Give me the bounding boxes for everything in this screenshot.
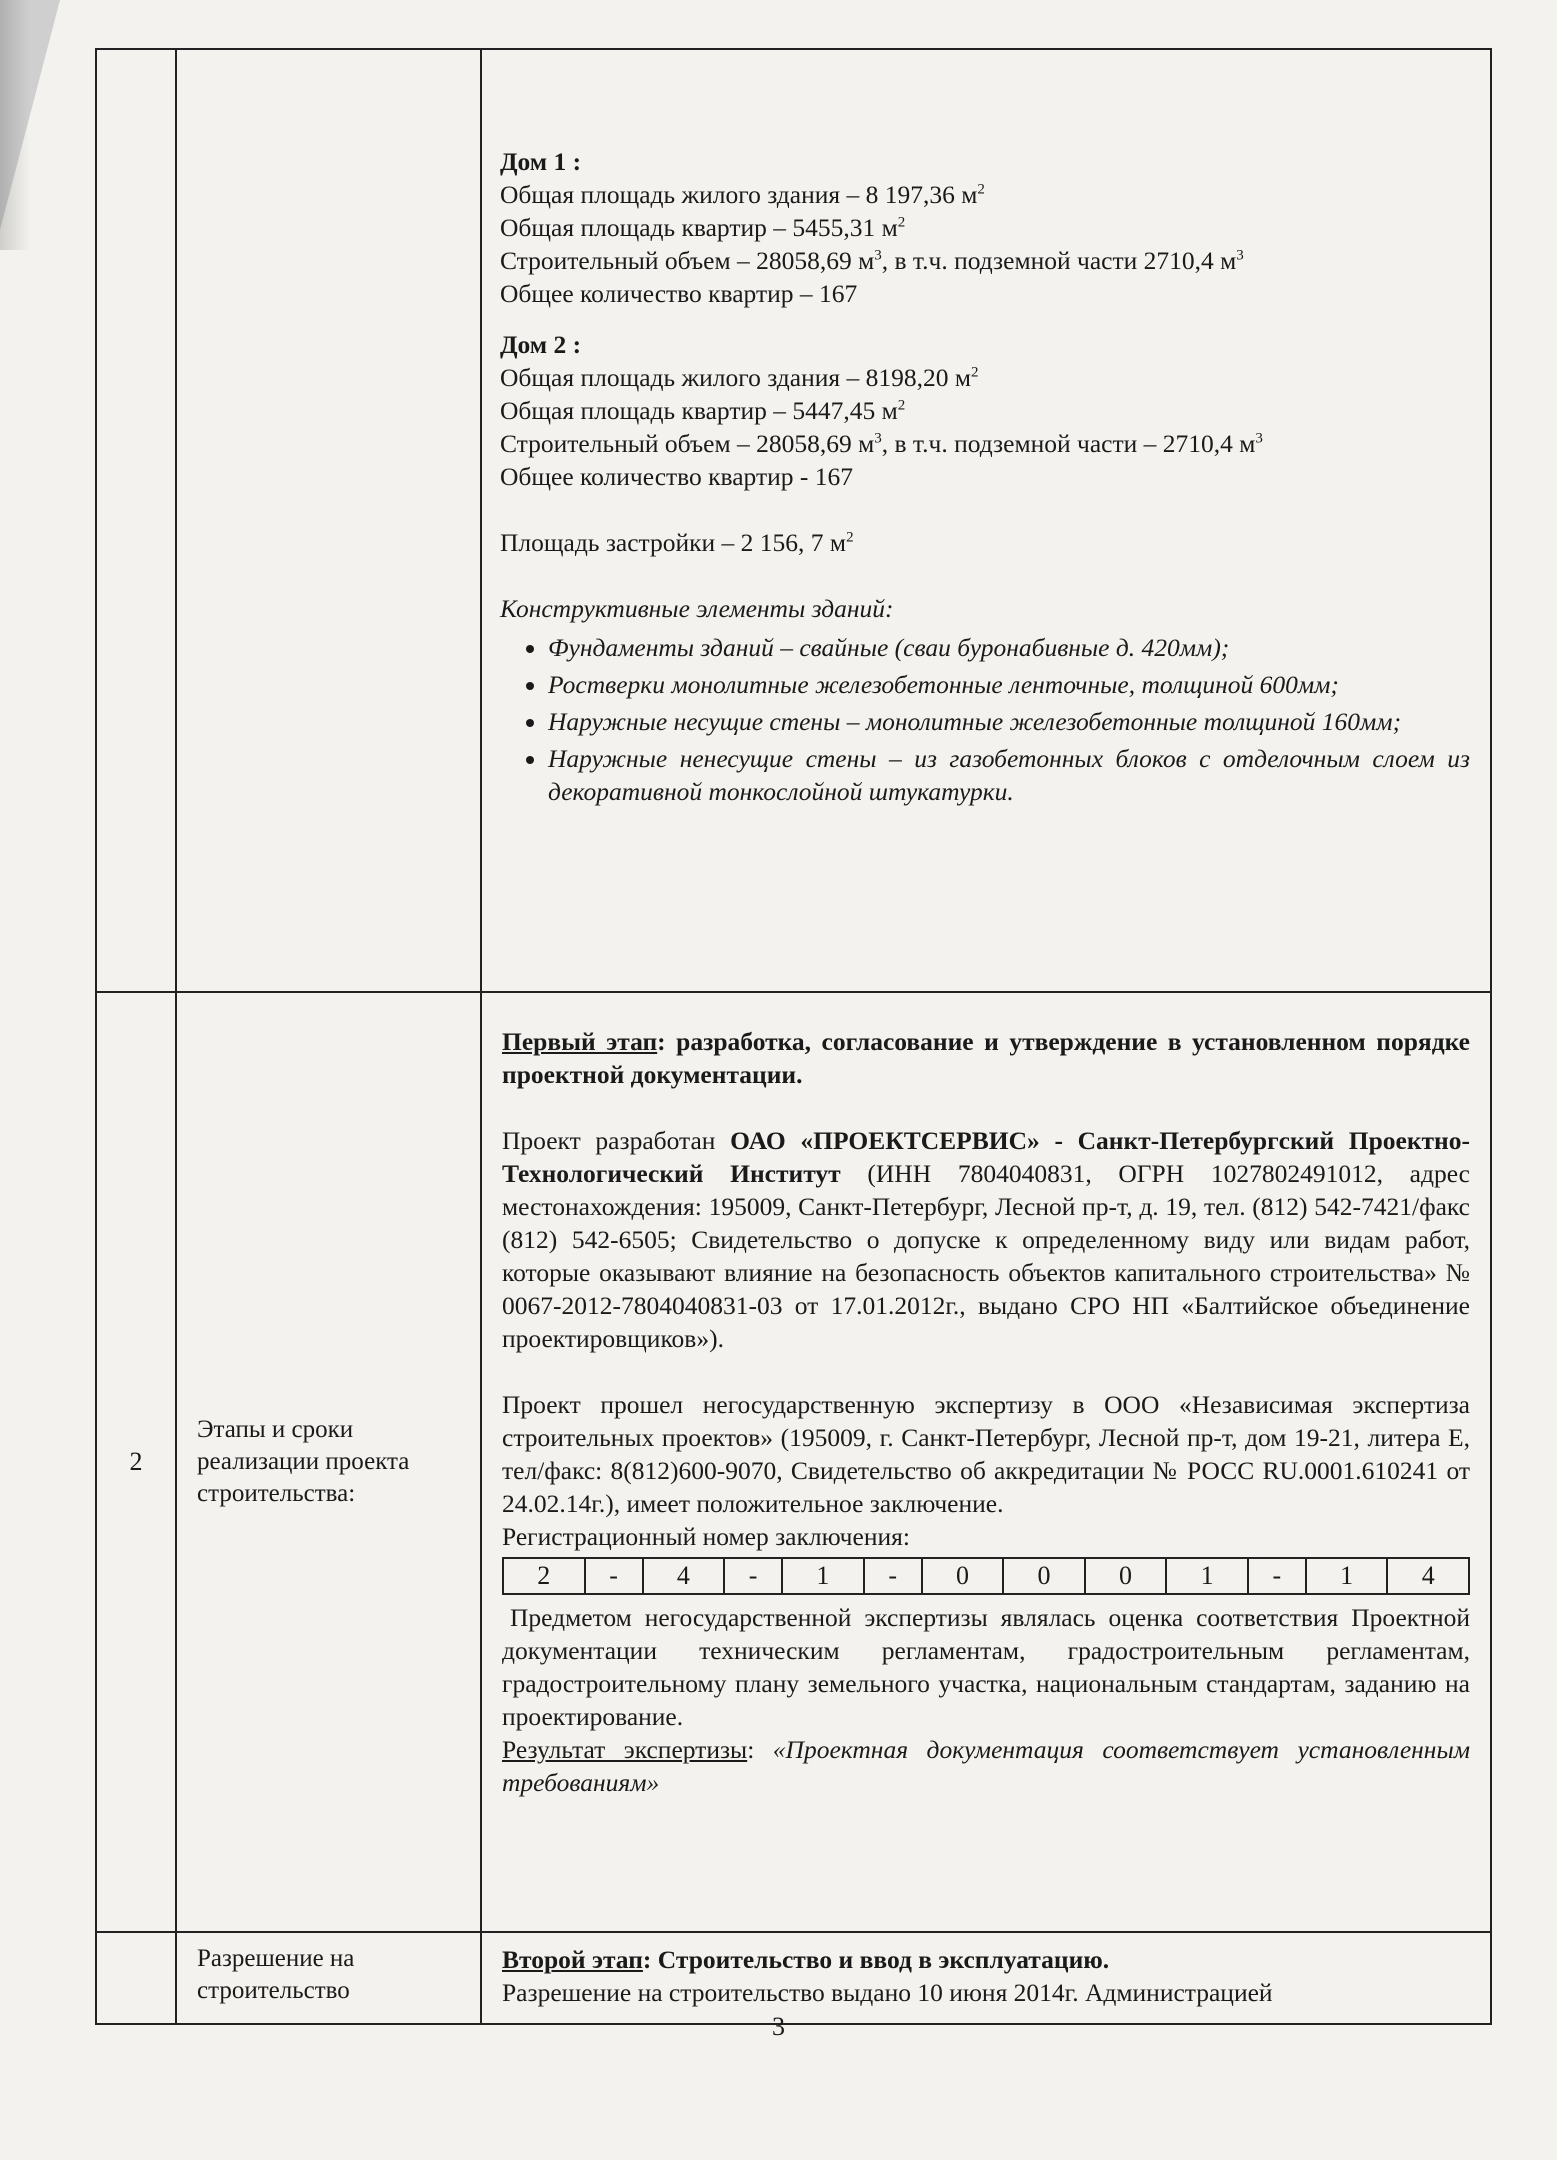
list-item: • Наружные ненесущие стены – из газобетонных блоков с отделочным слоем из декоративной тонкослойной штукатурки. bbox=[548, 742, 1470, 808]
table-row-building-parameters bbox=[96, 49, 1491, 992]
house1-title: Дом 1 : bbox=[500, 147, 582, 176]
house2-title: Дом 2 : bbox=[500, 330, 582, 359]
table-row-permit bbox=[96, 1932, 1491, 2024]
page-number: 3 bbox=[772, 2012, 785, 2041]
house2-flats-area: Общая площадь квартир – 5447,45 $м^2$ bbox=[500, 396, 906, 425]
permit-label: Разрешение на строительство bbox=[176, 1932, 481, 2024]
registration-label: Регистрационный номер заключения: bbox=[502, 1522, 910, 1551]
stages-content-cell bbox=[481, 992, 1491, 1932]
expertise-result: Результат экспертизы: «Проектная документация соответствует установленным требованиям» bbox=[502, 1735, 1470, 1797]
reg-digit: 4 bbox=[1387, 1558, 1469, 1594]
registration-number bbox=[502, 1557, 1470, 1595]
document-table bbox=[95, 48, 1492, 2025]
house2-total-area: Общая площадь жилого здания – 8198,20 $м^2$ bbox=[500, 363, 979, 392]
elements-title: Конструктивные элементы зданий: bbox=[500, 594, 894, 623]
reg-digit: - bbox=[585, 1558, 643, 1594]
list-item: • Наружные несущие стены – монолитные железобетонные толщиной 160мм; bbox=[548, 705, 1470, 738]
reg-digit: - bbox=[864, 1558, 922, 1594]
row-label-cell bbox=[176, 49, 481, 992]
building-parameters-cell bbox=[481, 49, 1491, 992]
reg-digit: 1 bbox=[782, 1558, 864, 1594]
reg-digit: 0 bbox=[1085, 1558, 1167, 1594]
row-number-cell bbox=[96, 1932, 176, 2024]
stage2-heading: Второй этап: Строительство и ввод в эксплуатацию. bbox=[502, 1945, 1110, 1974]
expertise-text: Проект прошел негосударственную экспертизу в ООО «Независимая экспертиза строительных проектов» (195009, г. Санкт-Петербург, Лесной пр-т, дом 19-21, литера Е, тел/факс: 8(812)600-9070, Свидетельство об аккредитации № РОСС RU.0001.610241 от 24.02.14г.), имеет положительное заключение. bbox=[502, 1390, 1470, 1518]
row-number-cell bbox=[96, 49, 176, 992]
house2-flats-count: Общее количество квартир - 167 bbox=[500, 462, 854, 491]
built-area: Площадь застройки – 2 156, 7 $м^2$ bbox=[500, 528, 854, 557]
list-item: • Ростверки монолитные железобетонные ленточные, толщиной 600мм; bbox=[548, 668, 1470, 701]
row-number: 2 bbox=[96, 992, 176, 1932]
reg-digit: 1 bbox=[1306, 1558, 1388, 1594]
table-row-stages bbox=[96, 992, 1491, 1932]
house1-flats-area: Общая площадь квартир – 5455,31 $м^2$ bbox=[500, 213, 906, 242]
permit-content-cell bbox=[481, 1932, 1491, 2024]
stage1-heading: Первый этап: разработка, согласование и утверждение в установленном порядке проектной документации. bbox=[502, 1027, 1470, 1089]
reg-digit: 4 bbox=[643, 1558, 725, 1594]
house1-total-area: Общая площадь жилого здания – 8 197,36 $м^2$ bbox=[500, 180, 985, 209]
project-developer-text: Проект разработан ОАО «ПРОЕКТСЕРВИС» - Санкт-Петербургский Проектно-Технологический Институт (ИНН 7804040831, ОГРН 1027802491012, адрес местонахождения: 195009, Санкт-Петербург, Лесной пр-т, д. 19, тел. (812) 542-7421/факс (812) 542-6505; Свидетельство о допуске к определенному виду или видам работ, которые оказывают влияние на безопасность объектов капитального строительства» № 0067-2012-7804040831-03 от 17.01.2012г., выдано СРО НП «Балтийское объединение проектировщиков»). bbox=[502, 1126, 1470, 1353]
reg-digit: - bbox=[1248, 1558, 1306, 1594]
house1-volume: Строительный объем – 28058,69 $м^3$, в т.ч. подземной части 2710,4 $м^3$ bbox=[500, 246, 1244, 275]
house1-flats-count: Общее количество квартир – 167 bbox=[500, 279, 858, 308]
reg-digit: - bbox=[724, 1558, 782, 1594]
expertise-subject-text: Предметом негосударственной экспертизы являлась оценка соответствия Проектной документации техническим регламентам, градостроительным регламентам, градостроительному плану земельного участка, национальным стандартам, заданию на проектирование. bbox=[502, 1603, 1470, 1731]
page-curl-shadow bbox=[0, 0, 30, 250]
permit-text: Разрешение на строительство выдано 10 июня 2014г. Администрацией bbox=[502, 1978, 1273, 2007]
house2-volume: Строительный объем – 28058,69 $м^3$, в т.ч. подземной части – 2710,4 $м^3$ bbox=[500, 429, 1263, 458]
reg-digit: 0 bbox=[1003, 1558, 1085, 1594]
list-item: • Фундаменты зданий – свайные (сваи буронабивные д. 420мм); bbox=[548, 631, 1470, 664]
reg-digit: 2 bbox=[503, 1558, 585, 1594]
reg-digit: 1 bbox=[1166, 1558, 1248, 1594]
elements-list bbox=[500, 631, 1470, 808]
reg-digit: 0 bbox=[922, 1558, 1004, 1594]
stages-label: Этапы и сроки реализации проекта строительства: bbox=[176, 992, 481, 1932]
